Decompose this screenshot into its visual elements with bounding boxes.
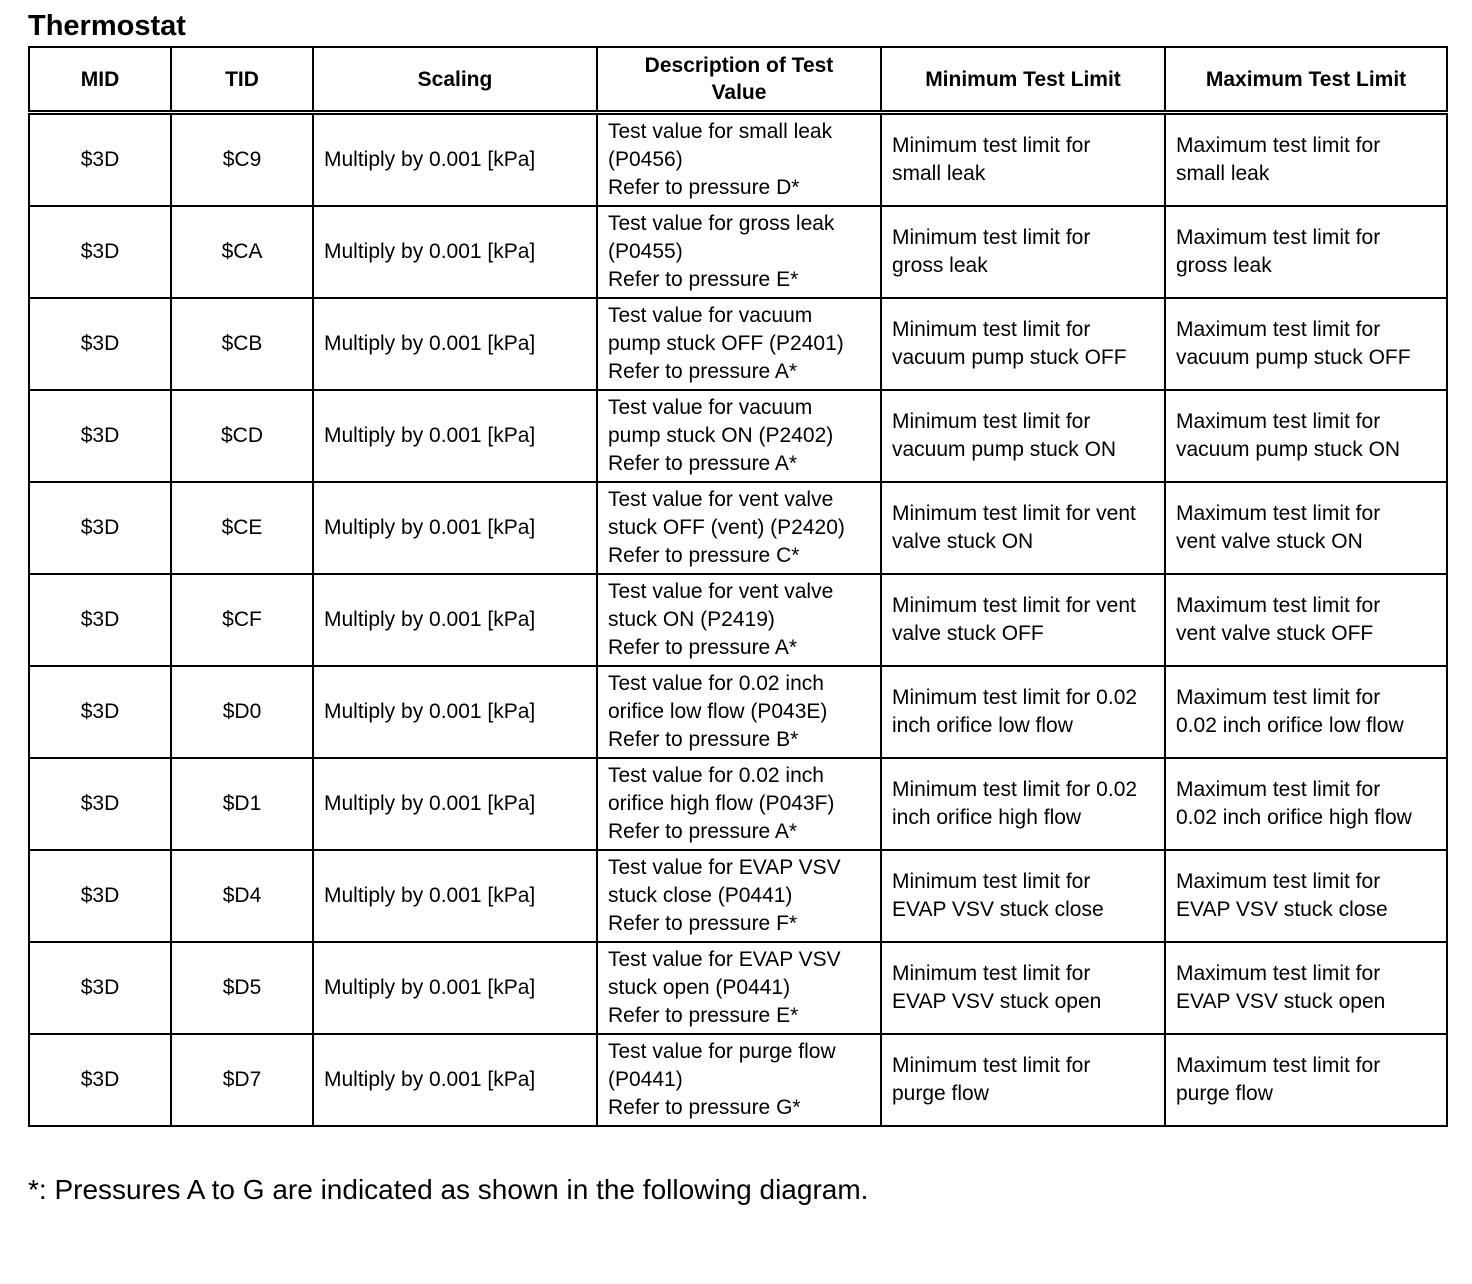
cell-maximum-test-limit <box>1165 390 1447 482</box>
cell-description <box>597 666 881 758</box>
maximum-limit-line-2: EVAP VSV stuck open <box>1176 990 1386 1013</box>
cell-scaling <box>313 390 597 482</box>
description-line-3: Refer to pressure F* <box>608 912 798 935</box>
description-line-2: stuck close (P0441) <box>608 884 793 907</box>
description-line-1: Test value for EVAP VSV <box>608 856 841 879</box>
scaling-value: Multiply by 0.001 [kPa] <box>324 608 536 631</box>
cell-maximum-test-limit <box>1165 850 1447 942</box>
description-line-1: Test value for vent valve <box>608 580 834 603</box>
cell-scaling <box>313 298 597 390</box>
cell-description <box>597 390 881 482</box>
cell-scaling <box>313 574 597 666</box>
mid-value: $3D <box>80 240 120 263</box>
cell-tid <box>171 113 313 207</box>
cell-description <box>597 1034 881 1126</box>
description-line-1: Test value for 0.02 inch <box>608 672 824 695</box>
cell-minimum-test-limit <box>881 206 1165 298</box>
cell-mid <box>29 758 171 850</box>
tid-value: $CE <box>221 516 263 539</box>
description-line-2: orifice low flow (P043E) <box>608 700 828 723</box>
scaling-value: Multiply by 0.001 [kPa] <box>324 700 536 723</box>
mid-value: $3D <box>80 700 120 723</box>
table-row <box>29 942 1447 1034</box>
header-tid: TID <box>171 47 313 113</box>
footnote: *: Pressures A to G are indicated as shown in the following diagram. <box>28 1174 869 1205</box>
table-row <box>29 850 1447 942</box>
cell-minimum-test-limit <box>881 666 1165 758</box>
cell-tid <box>171 758 313 850</box>
description-line-3: Refer to pressure E* <box>608 268 799 291</box>
header-minimum-test-limit: Minimum Test Limit <box>881 47 1165 113</box>
scaling-value: Multiply by 0.001 [kPa] <box>324 240 536 263</box>
maximum-limit-line-1: Maximum test limit for <box>1176 778 1381 801</box>
table-row <box>29 1034 1447 1126</box>
cell-minimum-test-limit <box>881 1034 1165 1126</box>
description-line-1: Test value for EVAP VSV <box>608 948 841 971</box>
cell-scaling <box>313 206 597 298</box>
mid-value: $3D <box>80 516 120 539</box>
mid-value: $3D <box>80 792 120 815</box>
mid-value: $3D <box>80 884 120 907</box>
scaling-value: Multiply by 0.001 [kPa] <box>324 792 536 815</box>
cell-tid <box>171 482 313 574</box>
scaling-value: Multiply by 0.001 [kPa] <box>324 516 536 539</box>
maximum-limit-line-1: Maximum test limit for <box>1176 318 1381 341</box>
scaling-value: Multiply by 0.001 [kPa] <box>324 1068 536 1091</box>
minimum-limit-line-1: Minimum test limit for <box>892 318 1091 341</box>
cell-scaling <box>313 666 597 758</box>
page-title: Thermostat <box>28 10 186 42</box>
description-line-2: (P0441) <box>608 1068 683 1091</box>
cell-description <box>597 850 881 942</box>
cell-maximum-test-limit <box>1165 1034 1447 1126</box>
cell-mid <box>29 574 171 666</box>
cell-tid <box>171 206 313 298</box>
minimum-limit-line-2: purge flow <box>892 1082 989 1105</box>
cell-mid <box>29 942 171 1034</box>
header-maximum-test-limit: Maximum Test Limit <box>1165 47 1447 113</box>
cell-minimum-test-limit <box>881 113 1165 207</box>
cell-mid <box>29 206 171 298</box>
scaling-value: Multiply by 0.001 [kPa] <box>324 424 536 447</box>
cell-scaling <box>313 758 597 850</box>
minimum-limit-line-2: inch orifice high flow <box>892 806 1082 829</box>
cell-maximum-test-limit <box>1165 113 1447 207</box>
description-line-2: stuck ON (P2419) <box>608 608 775 631</box>
cell-maximum-test-limit <box>1165 482 1447 574</box>
cell-mid <box>29 113 171 207</box>
tid-value: $C9 <box>222 148 262 171</box>
cell-maximum-test-limit <box>1165 298 1447 390</box>
minimum-limit-line-1: Minimum test limit for 0.02 <box>892 686 1138 709</box>
description-line-2: orifice high flow (P043F) <box>608 792 835 815</box>
cell-minimum-test-limit <box>881 574 1165 666</box>
maximum-limit-line-1: Maximum test limit for <box>1176 594 1381 617</box>
cell-mid <box>29 390 171 482</box>
minimum-limit-line-1: Minimum test limit for 0.02 <box>892 778 1138 801</box>
cell-scaling <box>313 1034 597 1126</box>
description-line-1: Test value for vent valve <box>608 488 834 511</box>
cell-mid <box>29 1034 171 1126</box>
table-body <box>29 113 1447 1127</box>
cell-minimum-test-limit <box>881 298 1165 390</box>
tid-value: $D7 <box>222 1068 262 1091</box>
tid-value: $D5 <box>222 976 262 999</box>
minimum-limit-line-2: vacuum pump stuck OFF <box>892 346 1127 369</box>
scaling-value: Multiply by 0.001 [kPa] <box>324 976 536 999</box>
cell-description <box>597 113 881 207</box>
maximum-limit-line-1: Maximum test limit for <box>1176 410 1381 433</box>
minimum-limit-line-2: EVAP VSV stuck open <box>892 990 1102 1013</box>
maximum-limit-line-2: vent valve stuck OFF <box>1176 622 1374 645</box>
cell-minimum-test-limit <box>881 850 1165 942</box>
minimum-limit-line-1: Minimum test limit for <box>892 1054 1091 1077</box>
description-line-2: stuck OFF (vent) (P2420) <box>608 516 845 539</box>
scaling-value: Multiply by 0.001 [kPa] <box>324 332 536 355</box>
cell-mid <box>29 666 171 758</box>
maximum-limit-line-2: EVAP VSV stuck close <box>1176 898 1388 921</box>
minimum-limit-line-1: Minimum test limit for vent <box>892 594 1136 617</box>
cell-scaling <box>313 113 597 207</box>
cell-tid <box>171 850 313 942</box>
minimum-limit-line-1: Minimum test limit for <box>892 134 1091 157</box>
maximum-limit-line-1: Maximum test limit for <box>1176 1054 1381 1077</box>
cell-tid <box>171 574 313 666</box>
mid-value: $3D <box>80 1068 120 1091</box>
description-line-1: Test value for 0.02 inch <box>608 764 824 787</box>
maximum-limit-line-2: vent valve stuck ON <box>1176 530 1363 553</box>
tid-value: $CD <box>220 424 263 447</box>
maximum-limit-line-1: Maximum test limit for <box>1176 134 1381 157</box>
test-limit-table <box>28 46 1448 1127</box>
maximum-limit-line-2: gross leak <box>1176 254 1272 277</box>
description-line-3: Refer to pressure G* <box>608 1096 801 1119</box>
table-row <box>29 113 1447 207</box>
description-line-1: Test value for small leak <box>608 120 833 143</box>
table-row <box>29 666 1447 758</box>
description-line-2: stuck open (P0441) <box>608 976 791 999</box>
description-line-2: pump stuck ON (P2402) <box>608 424 834 447</box>
description-line-3: Refer to pressure A* <box>608 820 798 843</box>
table-row <box>29 206 1447 298</box>
description-line-1: Test value for purge flow <box>608 1040 836 1063</box>
header-scaling: Scaling <box>313 47 597 113</box>
minimum-limit-line-1: Minimum test limit for <box>892 962 1091 985</box>
tid-value: $CF <box>222 608 262 631</box>
cell-tid <box>171 1034 313 1126</box>
header-description: Description of Test Value <box>597 47 881 113</box>
cell-minimum-test-limit <box>881 758 1165 850</box>
cell-minimum-test-limit <box>881 482 1165 574</box>
description-line-2: (P0456) <box>608 148 683 171</box>
maximum-limit-line-2: vacuum pump stuck OFF <box>1176 346 1411 369</box>
minimum-limit-line-2: small leak <box>892 162 986 185</box>
minimum-limit-line-1: Minimum test limit for <box>892 870 1091 893</box>
minimum-limit-line-2: EVAP VSV stuck close <box>892 898 1104 921</box>
description-line-3: Refer to pressure B* <box>608 728 799 751</box>
minimum-limit-line-2: inch orifice low flow <box>892 714 1073 737</box>
cell-maximum-test-limit <box>1165 666 1447 758</box>
cell-maximum-test-limit <box>1165 942 1447 1034</box>
minimum-limit-line-1: Minimum test limit for vent <box>892 502 1136 525</box>
cell-description <box>597 942 881 1034</box>
cell-description <box>597 298 881 390</box>
mid-value: $3D <box>80 148 120 171</box>
minimum-limit-line-2: valve stuck OFF <box>892 622 1044 645</box>
cell-tid <box>171 390 313 482</box>
tid-value: $D1 <box>222 792 262 815</box>
maximum-limit-line-2: 0.02 inch orifice low flow <box>1176 714 1404 737</box>
table-row <box>29 390 1447 482</box>
maximum-limit-line-2: 0.02 inch orifice high flow <box>1176 806 1412 829</box>
minimum-limit-line-2: vacuum pump stuck ON <box>892 438 1117 461</box>
maximum-limit-line-2: small leak <box>1176 162 1270 185</box>
scaling-value: Multiply by 0.001 [kPa] <box>324 148 536 171</box>
maximum-limit-line-1: Maximum test limit for <box>1176 962 1381 985</box>
cell-scaling <box>313 850 597 942</box>
minimum-limit-line-1: Minimum test limit for <box>892 226 1091 249</box>
cell-description <box>597 758 881 850</box>
table-header-row <box>29 47 1447 113</box>
description-line-3: Refer to pressure D* <box>608 176 800 199</box>
maximum-limit-line-1: Maximum test limit for <box>1176 870 1381 893</box>
mid-value: $3D <box>80 976 120 999</box>
description-line-1: Test value for vacuum <box>608 396 813 419</box>
cell-maximum-test-limit <box>1165 206 1447 298</box>
description-line-2: pump stuck OFF (P2401) <box>608 332 844 355</box>
description-line-1: Test value for gross leak <box>608 212 835 235</box>
maximum-limit-line-1: Maximum test limit for <box>1176 502 1381 525</box>
description-line-1: Test value for vacuum <box>608 304 813 327</box>
mid-value: $3D <box>80 424 120 447</box>
scaling-value: Multiply by 0.001 [kPa] <box>324 884 536 907</box>
tid-value: $CB <box>221 332 263 355</box>
description-line-3: Refer to pressure A* <box>608 360 798 383</box>
cell-maximum-test-limit <box>1165 758 1447 850</box>
mid-value: $3D <box>80 332 120 355</box>
cell-mid <box>29 482 171 574</box>
cell-maximum-test-limit <box>1165 574 1447 666</box>
cell-description <box>597 206 881 298</box>
table-row <box>29 758 1447 850</box>
cell-minimum-test-limit <box>881 942 1165 1034</box>
cell-tid <box>171 666 313 758</box>
table-row <box>29 298 1447 390</box>
cell-tid <box>171 298 313 390</box>
cell-scaling <box>313 942 597 1034</box>
minimum-limit-line-2: valve stuck ON <box>892 530 1034 553</box>
description-line-3: Refer to pressure A* <box>608 452 798 475</box>
cell-mid <box>29 850 171 942</box>
minimum-limit-line-1: Minimum test limit for <box>892 410 1091 433</box>
cell-scaling <box>313 482 597 574</box>
cell-mid <box>29 298 171 390</box>
cell-description <box>597 574 881 666</box>
description-line-3: Refer to pressure C* <box>608 544 800 567</box>
maximum-limit-line-2: purge flow <box>1176 1082 1273 1105</box>
cell-tid <box>171 942 313 1034</box>
tid-value: $CA <box>221 240 263 263</box>
cell-minimum-test-limit <box>881 390 1165 482</box>
table-row <box>29 574 1447 666</box>
minimum-limit-line-2: gross leak <box>892 254 988 277</box>
tid-value: $D0 <box>222 700 262 723</box>
cell-description <box>597 482 881 574</box>
header-mid: MID <box>29 47 171 113</box>
tid-value: $D4 <box>222 884 262 907</box>
table-row <box>29 482 1447 574</box>
maximum-limit-line-1: Maximum test limit for <box>1176 686 1381 709</box>
description-line-3: Refer to pressure A* <box>608 636 798 659</box>
description-line-2: (P0455) <box>608 240 683 263</box>
mid-value: $3D <box>80 608 120 631</box>
maximum-limit-line-1: Maximum test limit for <box>1176 226 1381 249</box>
maximum-limit-line-2: vacuum pump stuck ON <box>1176 438 1401 461</box>
description-line-3: Refer to pressure E* <box>608 1004 799 1027</box>
